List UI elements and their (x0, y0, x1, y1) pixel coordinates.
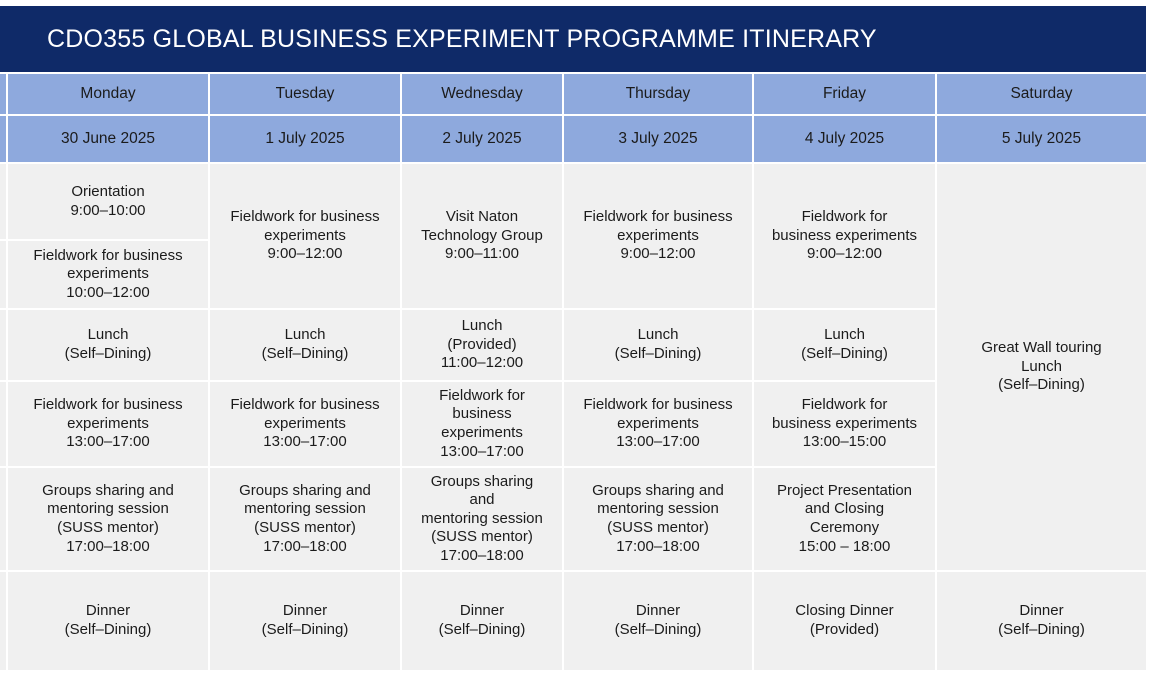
thursday-fieldwork-am-cell: Fieldwork for business experiments 9:00–12:00 (564, 164, 754, 310)
day-header-saturday: Saturday (937, 74, 1146, 116)
day-header-monday: Monday (8, 74, 210, 116)
thursday-sharing-cell: Groups sharing and mentoring session (SUSS mentor) 17:00–18:00 (564, 468, 754, 572)
wednesday-lunch-cell: Lunch (Provided) 11:00–12:00 (402, 310, 564, 382)
tuesday-fieldwork-am-cell: Fieldwork for business experiments 9:00–12:00 (210, 164, 402, 310)
thursday-fieldwork-pm-cell: Fieldwork for business experiments 13:00–17:00 (564, 382, 754, 468)
monday-sharing-cell: Groups sharing and mentoring session (SUSS mentor) 17:00–18:00 (8, 468, 210, 572)
date-header-row (0, 116, 1146, 164)
wednesday-sharing-cell: Groups sharing and mentoring session (SUSS mentor) 17:00–18:00 (402, 468, 564, 572)
tuesday-fieldwork-pm-cell: Fieldwork for business experiments 13:00–17:00 (210, 382, 402, 468)
monday-orientation-cell: Orientation 9:00–10:00 (8, 164, 210, 241)
row-stub (0, 74, 8, 116)
thursday-dinner-cell: Dinner (Self–Dining) (564, 572, 754, 672)
day-header-row (0, 74, 1146, 116)
wednesday-dinner-cell: Dinner (Self–Dining) (402, 572, 564, 672)
saturday-dinner-cell: Dinner (Self–Dining) (937, 572, 1146, 672)
day-header-tuesday: Tuesday (210, 74, 402, 116)
monday-dinner-cell: Dinner (Self–Dining) (8, 572, 210, 672)
friday-lunch-cell: Lunch (Self–Dining) (754, 310, 937, 382)
thursday-lunch-cell: Lunch (Self–Dining) (564, 310, 754, 382)
itinerary-table (0, 74, 1146, 672)
wednesday-visit-cell: Visit Naton Technology Group 9:00–11:00 (402, 164, 564, 310)
friday-presentation-cell: Project Presentation and Closing Ceremony 15:00 – 18:00 (754, 468, 937, 572)
tuesday-sharing-cell: Groups sharing and mentoring session (SUSS mentor) 17:00–18:00 (210, 468, 402, 572)
friday-dinner-cell: Closing Dinner (Provided) (754, 572, 937, 672)
friday-fieldwork-am-cell: Fieldwork for business experiments 9:00–12:00 (754, 164, 937, 310)
morning-row-a (0, 164, 1146, 241)
day-header-friday: Friday (754, 74, 937, 116)
dinner-row (0, 572, 1146, 672)
monday-lunch-cell: Lunch (Self–Dining) (8, 310, 210, 382)
date-header-friday: 4 July 2025 (754, 116, 937, 164)
page-title: CDO355 GLOBAL BUSINESS EXPERIMENT PROGRAMME ITINERARY (47, 24, 877, 53)
tuesday-lunch-cell: Lunch (Self–Dining) (210, 310, 402, 382)
monday-fieldwork-pm-cell: Fieldwork for business experiments 13:00–17:00 (8, 382, 210, 468)
itinerary-title-bar (0, 6, 1146, 72)
date-header-tuesday: 1 July 2025 (210, 116, 402, 164)
date-header-saturday: 5 July 2025 (937, 116, 1146, 164)
date-header-monday: 30 June 2025 (8, 116, 210, 164)
tuesday-dinner-cell: Dinner (Self–Dining) (210, 572, 402, 672)
date-header-wednesday: 2 July 2025 (402, 116, 564, 164)
saturday-touring-cell: Great Wall touring Lunch (Self–Dining) (937, 164, 1146, 572)
date-header-thursday: 3 July 2025 (564, 116, 754, 164)
friday-fieldwork-pm-cell: Fieldwork for business experiments 13:00–15:00 (754, 382, 937, 468)
wednesday-fieldwork-pm-cell: Fieldwork for business experiments 13:00–17:00 (402, 382, 564, 468)
day-header-thursday: Thursday (564, 74, 754, 116)
day-header-wednesday: Wednesday (402, 74, 564, 116)
row-stub (0, 116, 8, 164)
monday-fieldwork-am-cell: Fieldwork for business experiments 10:00–12:00 (8, 241, 210, 310)
